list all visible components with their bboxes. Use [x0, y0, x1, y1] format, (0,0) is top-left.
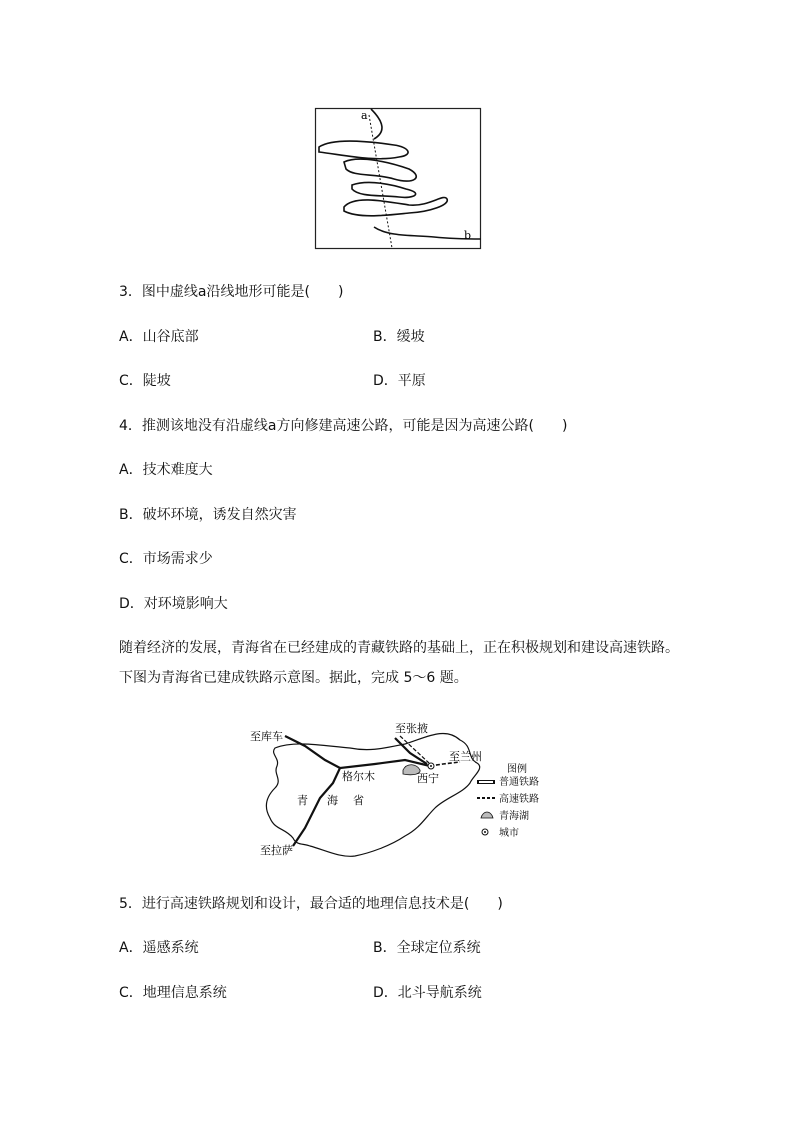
svg-text:高速铁路: 高速铁路	[499, 794, 539, 805]
legend-city	[482, 826, 519, 839]
q5-option-b[interactable]: B．全球定位系统	[373, 940, 481, 956]
legend-ordinary-railway	[477, 775, 539, 788]
q5-stem: 5．进行高速铁路规划和设计，最合适的地理信息技术是( )	[119, 896, 503, 912]
q3-option-a[interactable]: A．山谷底部	[119, 329, 199, 345]
intro-line-2: 下图为青海省已建成铁路示意图。据此，完成 5～6 题。	[119, 670, 468, 686]
qinghai-railway-map	[245, 718, 555, 863]
q5-option-d[interactable]: D．北斗导航系统	[373, 985, 482, 1001]
label-a: a	[361, 109, 368, 122]
legend-title: 图例	[507, 764, 527, 775]
label-to-kuerle: 至库车	[250, 730, 283, 743]
label-to-lanzhou: 至兰州	[449, 750, 482, 763]
xining-city-dot	[430, 765, 432, 767]
q4-option-d[interactable]: D．对环境影响大	[119, 596, 228, 612]
q3-option-c[interactable]: C．陡坡	[119, 373, 171, 389]
label-sheng: 省	[353, 794, 364, 807]
intro-line-1: 随着经济的发展，青海省在已经建成的青藏铁路的基础上，正在积极规划和建设高速铁路。	[119, 640, 679, 656]
svg-text:城市: 城市	[499, 828, 519, 839]
q4-option-a[interactable]: A．技术难度大	[119, 462, 213, 478]
label-hai: 海	[327, 794, 338, 807]
label-b: b	[464, 229, 472, 242]
svg-text:普通铁路: 普通铁路	[499, 777, 539, 788]
q3-stem: 3．图中虚线a沿线地形可能是( )	[119, 284, 344, 300]
q3-option-d[interactable]: D．平原	[373, 373, 426, 389]
label-xining: 西宁	[417, 772, 439, 785]
legend-qinghai-lake	[481, 809, 529, 822]
svg-text:青海湖: 青海湖	[499, 811, 529, 822]
label-golmud: 格尔木	[342, 770, 375, 783]
q5-option-a[interactable]: A．遥感系统	[119, 940, 199, 956]
contour-figure	[314, 107, 484, 252]
q5-option-c[interactable]: C．地理信息系统	[119, 985, 227, 1001]
label-to-lhasa: 至拉萨	[260, 844, 293, 857]
q4-stem: 4．推测该地没有沿虚线a方向修建高速公路，可能是因为高速公路( )	[119, 418, 568, 434]
q3-option-b[interactable]: B．缓坡	[373, 329, 425, 345]
label-to-zhangye: 至张掖	[395, 722, 428, 735]
q4-option-c[interactable]: C．市场需求少	[119, 551, 213, 567]
q4-option-b[interactable]: B．破坏环境，诱发自然灾害	[119, 507, 297, 523]
legend-high-speed-railway	[477, 792, 539, 805]
label-qing: 青	[297, 794, 308, 807]
